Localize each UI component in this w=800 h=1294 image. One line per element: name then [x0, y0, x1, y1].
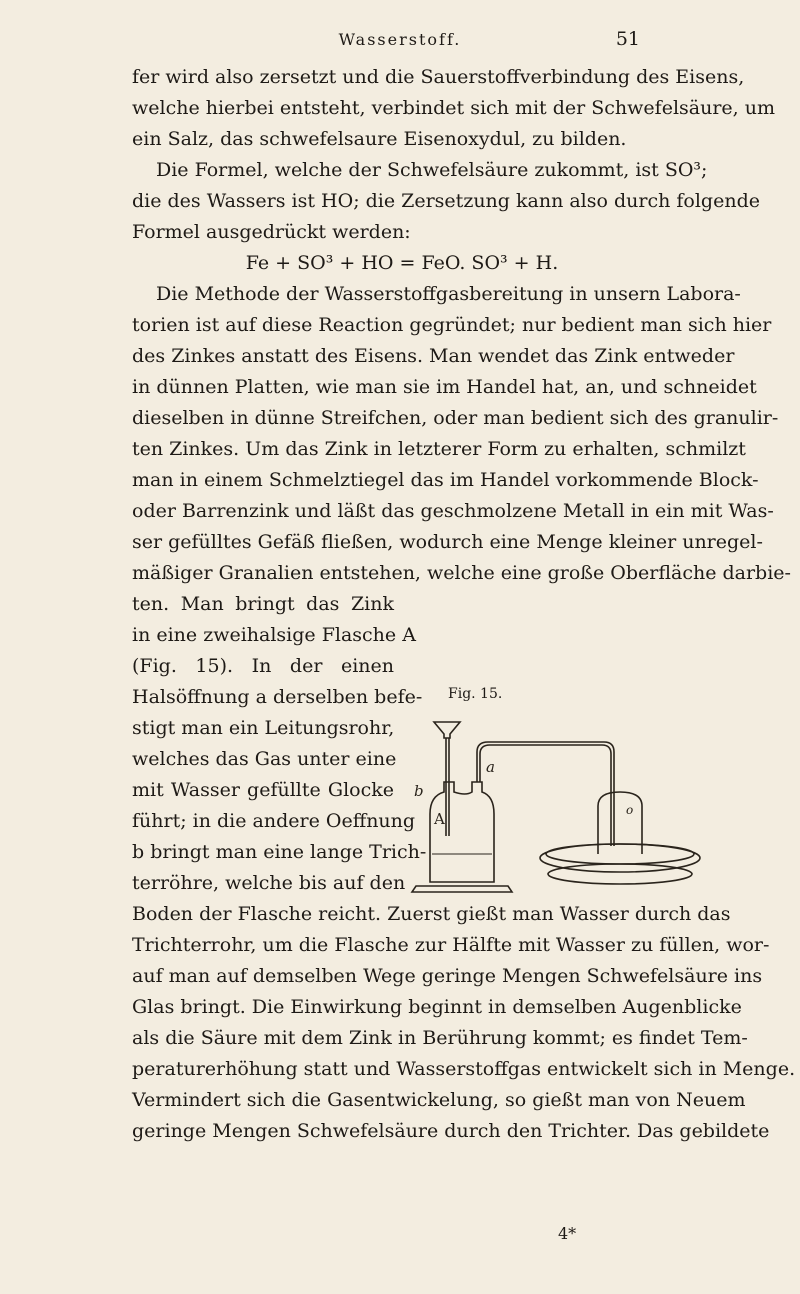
- text-line: des Zinkes anstatt des Eisens. Man wendet das Zink entweder: [132, 345, 735, 367]
- text-line: Die Formel, welche der Schwefelsäure zukommt, ist SO³;: [156, 159, 708, 181]
- text-line: welches das Gas unter eine: [132, 748, 397, 770]
- label-a: a: [486, 758, 495, 776]
- text-line: mit Wasser gefüllte Glocke: [132, 779, 394, 801]
- text-line: Trichterrohr, um die Flasche zur Hälfte mit Wasser zu füllen, wor-: [132, 934, 770, 956]
- label-A: A: [434, 810, 445, 828]
- text-line: welche hierbei entsteht, verbindet sich mit der Schwefelsäure, um: [132, 97, 775, 119]
- text-line: dieselben in dünne Streifchen, oder man bedient sich des granulir-: [132, 407, 779, 429]
- figure-15: [408, 686, 672, 896]
- text-line: oder Barrenzink und läßt das geschmolzene Metall in ein mit Was-: [132, 500, 774, 522]
- text-line: Vermindert sich die Gasentwickelung, so gießt man von Neuem: [132, 1089, 746, 1111]
- text-line: ser gefülltes Gefäß fließen, wodurch eine Menge kleiner unregel-: [132, 531, 763, 553]
- text-line: b bringt man eine lange Trich-: [132, 841, 427, 863]
- text-line: als die Säure mit dem Zink in Berührung kommt; es findet Tem-: [132, 1027, 748, 1049]
- text-line: in dünnen Platten, wie man sie im Handel hat, an, und schneidet: [132, 376, 757, 398]
- figure-caption: Fig. 15.: [448, 686, 503, 702]
- text-line: die des Wassers ist HO; die Zersetzung kann also durch folgende: [132, 190, 760, 212]
- text-line: führt; in die andere Oeffnung: [132, 810, 416, 832]
- label-o: o: [626, 803, 634, 817]
- text-line: fer wird also zersetzt und die Sauerstoffverbindung des Eisens,: [132, 66, 745, 88]
- chemical-formula: Fe + SO³ + HO = FeO. SO³ + H.: [245, 252, 559, 274]
- text-line: torien ist auf diese Reaction gegründet; nur bedient man sich hier: [132, 314, 772, 336]
- text-line: ten Zinkes. Um das Zink in letzterer Form zu erhalten, schmilzt: [132, 438, 746, 460]
- funnel-top: [434, 722, 460, 738]
- flask-stand: [412, 886, 512, 892]
- text-line: Formel ausgedrückt werden:: [132, 221, 411, 243]
- text-line: ein Salz, das schwefelsaure Eisenoxydul, zu bilden.: [132, 128, 627, 150]
- text-line: stigt man ein Leitungsrohr,: [132, 717, 395, 739]
- text-line: (Fig. 15). In der einen: [132, 655, 394, 677]
- delivery-tube: [477, 742, 614, 846]
- text-line: ten. Man bringt das Zink: [132, 593, 394, 615]
- text-line: geringe Mengen Schwefelsäure durch den Trichter. Das gebildete: [132, 1120, 770, 1142]
- text-line: Halsöffnung a derselben befe-: [132, 686, 423, 708]
- text-line: in eine zweihalsige Flasche A: [132, 624, 416, 646]
- body-text: [132, 62, 796, 1147]
- page-number: 51: [615, 28, 640, 50]
- text-line: terröhre, welche bis auf den: [132, 872, 406, 894]
- text-line: mäßiger Granalien entstehen, welche eine große Oberfläche darbie-: [132, 562, 791, 584]
- text-line: man in einem Schmelztiegel das im Handel vorkommende Block-: [132, 469, 759, 491]
- text-line: Boden der Flasche reicht. Zuerst gießt man Wasser durch das: [132, 903, 731, 925]
- text-line: Die Methode der Wasserstoffgasbereitung in unsern Labora-: [156, 283, 741, 305]
- text-line: auf man auf demselben Wege geringe Mengen Schwefelsäure ins: [132, 965, 763, 987]
- running-header: Wasserstoff.: [338, 30, 462, 49]
- text-line: Glas bringt. Die Einwirkung beginnt in demselben Augenblicke: [132, 996, 742, 1018]
- text-line: peraturerhöhung statt und Wasserstoffgas entwickelt sich in Menge.: [132, 1058, 796, 1080]
- signature-mark: 4*: [558, 1224, 577, 1243]
- two-necked-flask: [430, 782, 494, 882]
- label-b: b: [414, 782, 424, 800]
- apparatus-illustration: [408, 686, 672, 896]
